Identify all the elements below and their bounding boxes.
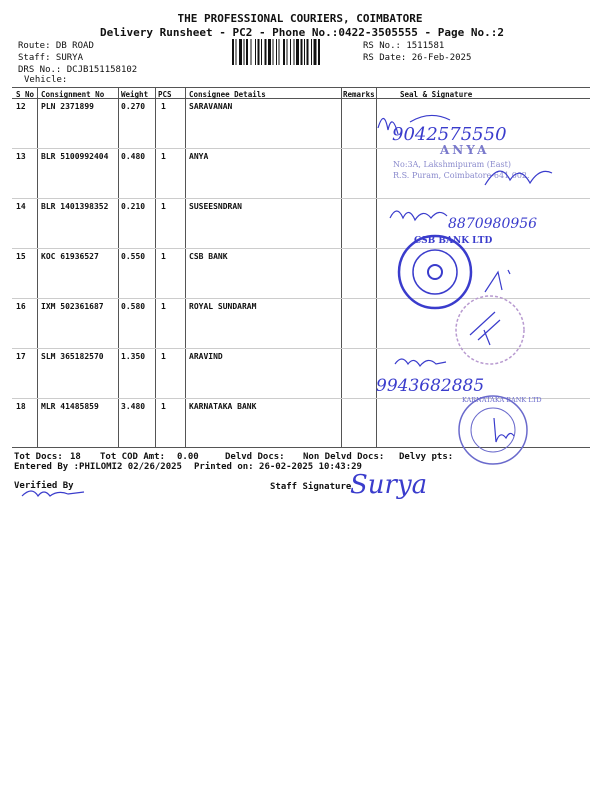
row-consignment: SLM 365182570 [41,352,104,361]
route-label: Route: DB ROAD [18,41,94,51]
verified-by-label: Verified By [14,481,74,491]
col-header-consignee: Consignee Details [189,90,266,99]
tot-docs-value: 18 [70,452,81,462]
col-divider [341,87,342,447]
karnataka-seal-text: KARNATAKA BANK LTD [462,396,542,404]
handwritten-phone-row-14: 8870980956 [448,216,538,232]
row-rule [12,198,590,199]
row-sno: 15 [16,252,26,261]
signature-row-13 [480,155,560,195]
row-pcs: 1 [161,252,166,261]
non-delvd-docs-label: Non Delvd Docs: [303,452,385,462]
col-divider [185,87,186,447]
handwritten-phone-row-12: 9042575550 [392,124,507,145]
delvd-docs-label: Delvd Docs: [225,452,285,462]
row-weight: 0.270 [121,102,146,111]
staff-signature: Surya [350,470,428,500]
row-consignment: MLR 41485859 [41,402,99,411]
csb-seal-text: CSB BANK LTD [414,236,493,246]
royal-sundaram-seal-icon [440,290,540,370]
stamp-anya-address-1: No:3A, Lakshmipuram (East) [393,160,511,169]
row-consignee: KARNATAKA BANK [189,402,257,411]
entered-by: Entered By :PHILOMI2 02/26/2025 [14,462,182,472]
col-header-remarks: Remarks [343,90,375,99]
verified-signature [18,484,88,504]
col-divider [37,87,38,447]
tot-docs-label: Tot Docs: [14,452,63,462]
col-header-consignment: Consignment No [41,90,105,99]
row-consignee: SARAVANAN [189,102,233,111]
printed-on: Printed on: 26-02-2025 10:43:29 [194,462,362,472]
row-sno: 12 [16,102,26,111]
staff-signature-label: Staff Signature [270,482,352,492]
barcode-icon [232,39,357,65]
table-top-rule [12,87,590,88]
rs-number: RS No.: 1511581 [363,41,445,51]
runsheet-subtitle: Delivery Runsheet - PC2 - Phone No.:0422-3505555 - Page No.:2 [100,26,504,39]
tot-cod-label: Tot COD Amt: [100,452,166,462]
row-sno: 18 [16,402,26,411]
col-divider [118,87,119,447]
col-header-seal: Seal & Signature [400,90,473,99]
stamp-anya-address-2: R.S. Puram, Coimbatore-641 002. [393,171,530,180]
row-weight: 0.580 [121,302,146,311]
rs-date: RS Date: 26-Feb-2025 [363,53,472,63]
row-sno: 16 [16,302,26,311]
col-header-sno: S No [16,90,35,99]
col-header-weight: Weight [121,90,149,99]
row-consignee: ARAVIND [189,352,223,361]
row-consignment: BLR 1401398352 [41,202,109,211]
signature-row-17 [390,350,450,374]
row-weight: 0.480 [121,152,146,161]
row-pcs: 1 [161,102,166,111]
row-sno: 13 [16,152,26,161]
row-consignment: KOC 61936527 [41,252,99,261]
row-pcs: 1 [161,352,166,361]
row-consignment: IXM 502361687 [41,302,104,311]
row-weight: 3.480 [121,402,146,411]
staff-label: Staff: SURYA [18,53,84,63]
delvy-pts-label: Delvy pts: [399,452,454,462]
row-pcs: 1 [161,152,166,161]
drs-number: DRS No.: DCJB151158102 [18,65,138,75]
stamp-anya-name: ANYA [440,143,490,157]
company-title: THE PROFESSIONAL COURIERS, COIMBATORE [177,12,423,25]
row-weight: 0.210 [121,202,146,211]
signature-row-14 [385,200,455,230]
row-rule [12,248,590,249]
handwritten-phone-row-17: 9943682885 [376,376,485,396]
row-consignee: CSB BANK [189,252,228,261]
row-sno: 14 [16,202,26,211]
row-consignment: BLR 5100992404 [41,152,109,161]
row-consignment: PLN 2371899 [41,102,94,111]
col-divider [155,87,156,447]
row-weight: 0.550 [121,252,146,261]
row-weight: 1.350 [121,352,146,361]
tot-cod-value: 0.00 [177,452,199,462]
row-pcs: 1 [161,202,166,211]
row-sno: 17 [16,352,26,361]
row-consignee: ANYA [189,152,209,161]
row-pcs: 1 [161,302,166,311]
col-header-pcs: PCS [158,90,172,99]
row-pcs: 1 [161,402,166,411]
row-consignee: SUSEESNDRAN [189,202,242,211]
vehicle-label: Vehicle: [24,75,68,85]
row-consignee: ROYAL SUNDARAM [189,302,257,311]
